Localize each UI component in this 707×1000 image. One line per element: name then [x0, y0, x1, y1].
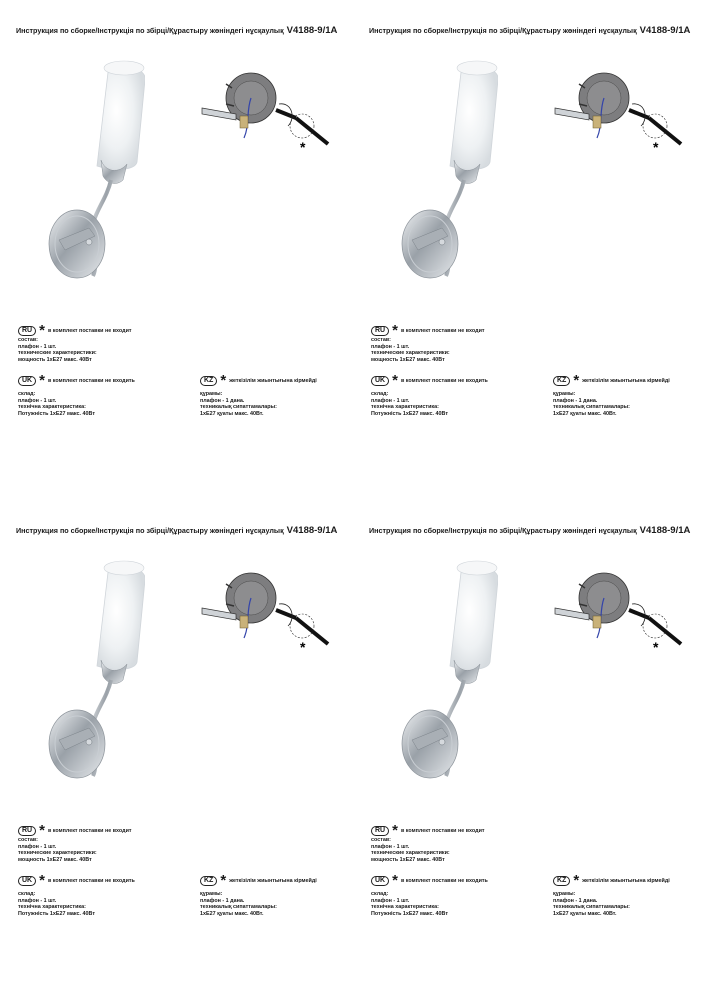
instruction-sheet-1	[0, 0, 353, 500]
ru-badge: RU	[371, 826, 389, 836]
star-icon: *	[573, 371, 580, 389]
star-icon: *	[392, 871, 398, 889]
star-icon: *	[220, 871, 227, 889]
instruction-sheet-3	[0, 500, 353, 1000]
uk-note: в комплект поставки не входить	[47, 877, 135, 884]
mounting-diagram	[549, 568, 689, 658]
ru-row	[371, 821, 485, 839]
kz-note: жеткізілім жиынтығына кірмейді	[229, 377, 317, 384]
instruction-sheet-4	[353, 500, 706, 1000]
kz-note: жеткізілім жиынтығына кірмейді	[582, 377, 670, 384]
uk-spec: склад: плафон - 1 шт. технічна характеристика: Потужність 1хE27 макс. 40Вт	[371, 891, 448, 917]
kz-spec: құрамы: плафон - 1 дана. техникалық сипаттамалары: 1хE27 қуаты макс. 40Вт.	[553, 391, 630, 417]
wall-lamp-illustration	[398, 56, 498, 288]
star-icon: *	[392, 371, 398, 389]
star-icon: *	[392, 821, 398, 839]
uk-spec: склад: плафон - 1 шт. технічна характеристика: Потужність 1хE27 макс. 40Вт	[371, 391, 448, 417]
ru-spec: состав: плафон - 1 шт. технические характеристики: мощность 1хE27 макс. 40Вт	[18, 337, 97, 363]
svg-text:*: *	[300, 139, 306, 155]
ru-note: в комплект поставки не входит	[47, 327, 132, 334]
uk-row	[18, 871, 135, 889]
ru-row	[371, 321, 485, 339]
uk-row	[18, 371, 135, 389]
kz-spec: құрамы: плафон - 1 дана. техникалық сипаттамалары: 1хE27 қуаты макс. 40Вт.	[200, 391, 277, 417]
ru-note: в комплект поставки не входит	[47, 827, 132, 834]
ru-badge: RU	[371, 326, 389, 336]
ru-spec: состав: плафон - 1 шт. технические характеристики: мощность 1хE27 макс. 40Вт	[371, 337, 450, 363]
kz-badge: KZ	[553, 376, 570, 386]
star-icon: *	[39, 871, 45, 889]
uk-badge: UK	[371, 376, 389, 386]
uk-badge: UK	[18, 376, 36, 386]
kz-row	[200, 871, 317, 889]
uk-row	[371, 371, 488, 389]
star-icon: *	[39, 821, 45, 839]
uk-spec: склад: плафон - 1 шт. технічна характеристика: Потужність 1хE27 макс. 40Вт	[18, 391, 95, 417]
kz-spec: құрамы: плафон - 1 дана. техникалық сипаттамалары: 1хE27 қуаты макс. 40Вт.	[200, 891, 277, 917]
kz-note: жеткізілім жиынтығына кірмейді	[229, 877, 317, 884]
svg-text:*: *	[300, 639, 306, 655]
uk-badge: UK	[371, 876, 389, 886]
kz-spec: құрамы: плафон - 1 дана. техникалық сипаттамалары: 1хE27 қуаты макс. 40Вт.	[553, 891, 630, 917]
ru-note: в комплект поставки не входит	[400, 827, 485, 834]
uk-badge: UK	[18, 876, 36, 886]
sheet-title: Инструкция по сборке/Інструкція по збірці/Құрастыру жөніндегі нұсқаулық V4188-9/1A	[16, 25, 338, 36]
sheet-title: Инструкция по сборке/Інструкція по збірці/Құрастыру жөніндегі нұсқаулық V4188-9/1A	[16, 525, 338, 536]
ru-note: в комплект поставки не входит	[400, 327, 485, 334]
uk-note: в комплект поставки не входить	[400, 377, 488, 384]
kz-badge: KZ	[553, 876, 570, 886]
kz-row	[200, 371, 317, 389]
ru-row	[18, 321, 132, 339]
ru-row	[18, 821, 132, 839]
ru-spec: состав: плафон - 1 шт. технические характеристики: мощность 1хE27 макс. 40Вт	[18, 837, 97, 863]
ru-spec: состав: плафон - 1 шт. технические характеристики: мощность 1хE27 макс. 40Вт	[371, 837, 450, 863]
star-icon: *	[39, 371, 45, 389]
ru-badge: RU	[18, 826, 36, 836]
wall-lamp-illustration	[398, 556, 498, 788]
star-icon: *	[39, 321, 45, 339]
uk-spec: склад: плафон - 1 шт. технічна характеристика: Потужність 1хE27 макс. 40Вт	[18, 891, 95, 917]
uk-note: в комплект поставки не входить	[47, 377, 135, 384]
sheet-title: Инструкция по сборке/Інструкція по збірці/Құрастыру жөніндегі нұсқаулық V4188-9/1A	[369, 525, 691, 536]
mounting-diagram	[196, 68, 336, 158]
wall-lamp-illustration	[45, 556, 145, 788]
star-icon: *	[220, 371, 227, 389]
wall-lamp-illustration	[45, 56, 145, 288]
uk-row	[371, 871, 488, 889]
kz-row	[553, 871, 670, 889]
kz-note: жеткізілім жиынтығына кірмейді	[582, 877, 670, 884]
uk-note: в комплект поставки не входить	[400, 877, 488, 884]
mounting-diagram	[549, 68, 689, 158]
svg-text:*: *	[653, 139, 659, 155]
instruction-sheet-2	[353, 0, 706, 500]
mounting-diagram	[196, 568, 336, 658]
kz-badge: KZ	[200, 376, 217, 386]
kz-badge: KZ	[200, 876, 217, 886]
svg-text:*: *	[653, 639, 659, 655]
star-icon: *	[392, 321, 398, 339]
ru-badge: RU	[18, 326, 36, 336]
sheet-title: Инструкция по сборке/Інструкція по збірці/Құрастыру жөніндегі нұсқаулық V4188-9/1A	[369, 25, 691, 36]
kz-row	[553, 371, 670, 389]
star-icon: *	[573, 871, 580, 889]
